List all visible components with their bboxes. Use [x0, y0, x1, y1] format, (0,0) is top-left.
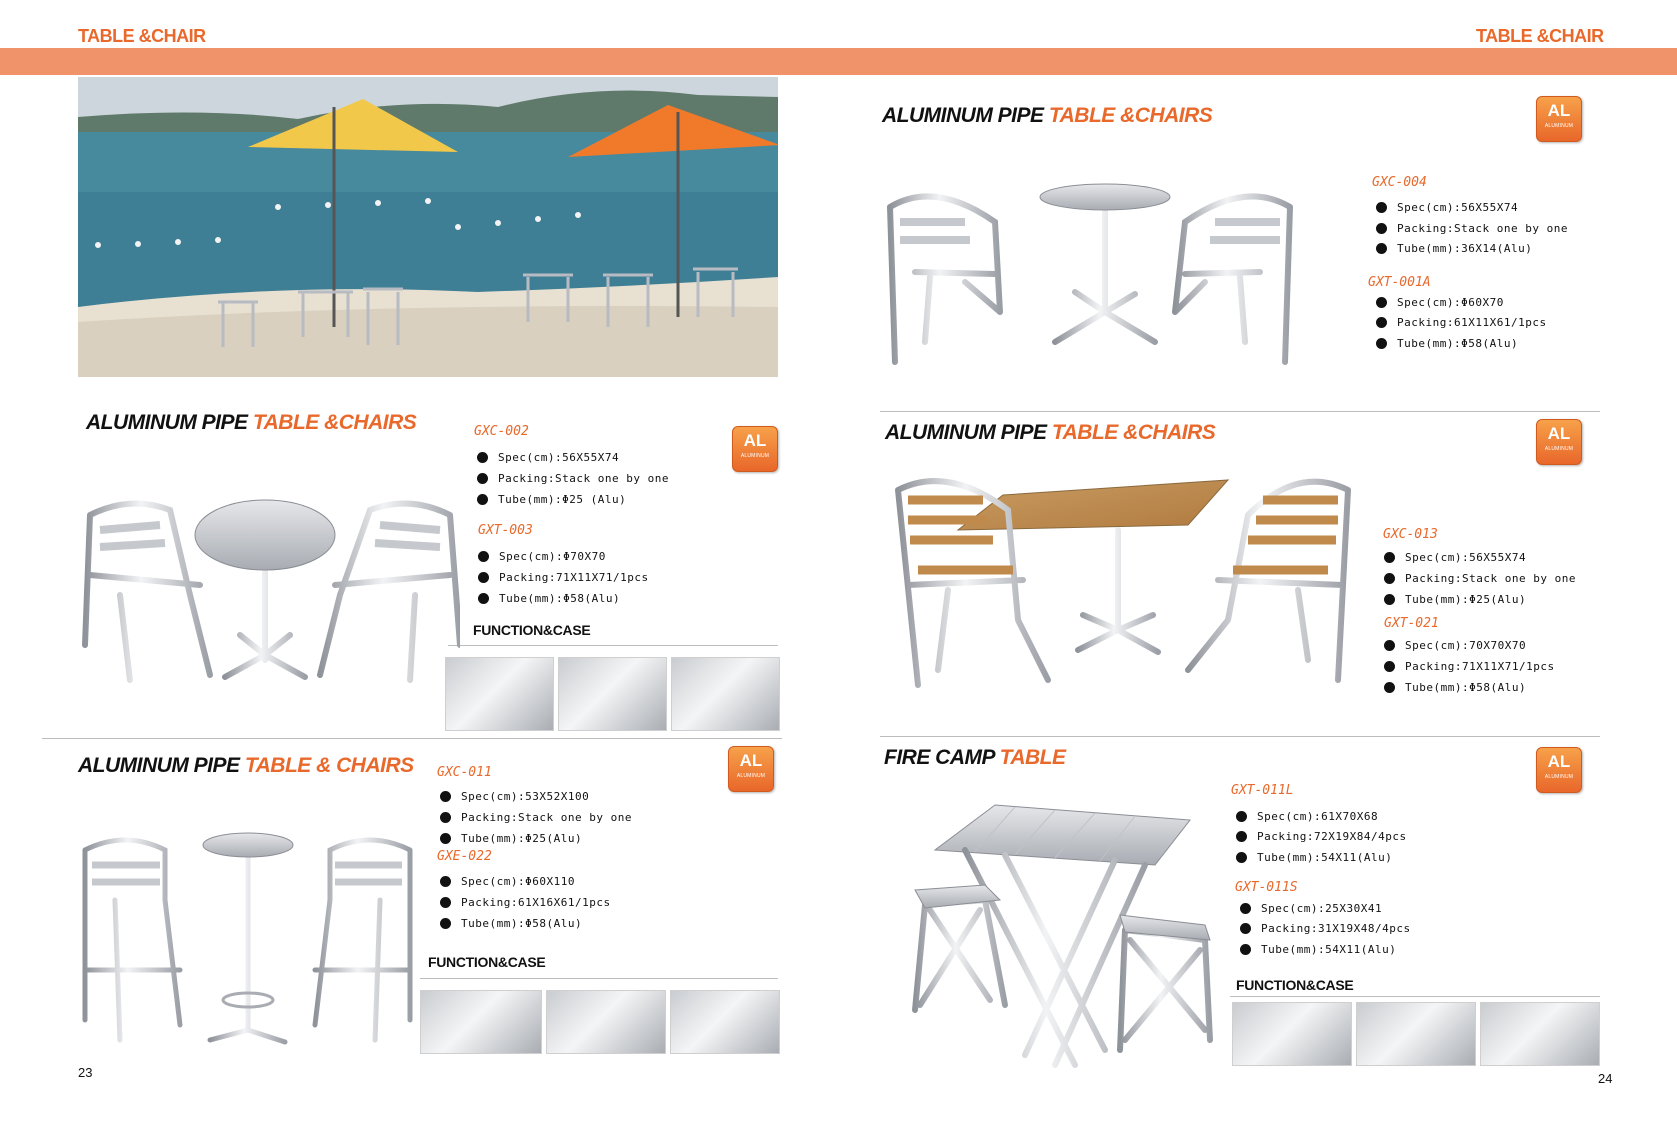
bullet-icon [1240, 923, 1251, 934]
bullet-icon [1376, 202, 1387, 213]
section1-title [86, 411, 416, 435]
spec-line: Spec(cm):56X55X74 [1384, 551, 1526, 564]
header-left-label: TABLE &CHAIR [78, 26, 206, 46]
function-photo [445, 657, 554, 731]
product-code: GXT-011S [1235, 880, 1298, 895]
function-case-label: FUNCTION&CASE [1236, 977, 1354, 993]
aluminum-badge-icon: AL ALUMINUM [1536, 419, 1582, 465]
bullet-icon [440, 791, 451, 802]
bullet-icon [1384, 594, 1395, 605]
bullet-icon [440, 876, 451, 887]
product-code: GXT-001A [1368, 275, 1431, 290]
function-case-label: FUNCTION&CASE [428, 954, 546, 970]
title-text: FIRE CAMP [884, 746, 1000, 769]
spec-line: Packing:Stack one by one [1384, 572, 1576, 585]
spec-line: Tube(mm):Φ58(Alu) [1376, 337, 1518, 350]
page-number-left: 23 [78, 1065, 93, 1080]
divider [448, 645, 778, 646]
section3-title [882, 104, 1212, 128]
spec-line: Tube(mm):Φ58(Alu) [1384, 681, 1526, 694]
product-code: GXE-022 [437, 849, 492, 864]
product-code: GXT-021 [1384, 616, 1439, 631]
bullet-icon [1240, 903, 1251, 914]
spec-line: Packing:31X19X48/4pcs [1240, 922, 1411, 935]
function-photo [670, 990, 780, 1054]
spec-line: Packing:72X19X84/4pcs [1236, 830, 1407, 843]
title-text: ALUMINUM PIPE [78, 754, 245, 777]
bullet-icon [477, 452, 488, 463]
spec-line: Spec(cm):61X70X68 [1236, 810, 1378, 823]
aluminum-badge-icon: AL ALUMINUM [732, 426, 778, 472]
bullet-icon [477, 473, 488, 484]
spec-line: Spec(cm):70X70X70 [1384, 639, 1526, 652]
bullet-icon [478, 572, 489, 583]
product-image-camp-table [905, 800, 1225, 1075]
function-case-label: FUNCTION&CASE [473, 622, 591, 638]
section2-title [78, 754, 414, 778]
bullet-icon [1384, 661, 1395, 672]
title-accent-text: TABLE [999, 746, 1066, 769]
product-code: GXT-011L [1231, 783, 1294, 798]
divider [420, 978, 778, 979]
divider [880, 411, 1600, 412]
section5-title [884, 746, 1066, 770]
product-image-table-chairs [80, 495, 460, 695]
spec-line: Packing:Stack one by one [477, 472, 669, 485]
spec-line: Packing:61X11X61/1pcs [1376, 316, 1547, 329]
bullet-icon [1384, 682, 1395, 693]
function-photo [420, 990, 542, 1054]
function-photo [558, 657, 667, 731]
title-accent-text: TABLE & CHAIRS [244, 754, 414, 777]
function-photo [671, 657, 780, 731]
spec-line: Tube(mm):36X14(Alu) [1376, 242, 1532, 255]
bullet-icon [1376, 223, 1387, 234]
bullet-icon [1240, 944, 1251, 955]
product-image-teak-set [888, 470, 1358, 700]
function-photo [1232, 1002, 1352, 1066]
title-accent-text: TABLE &CHAIRS [252, 411, 417, 434]
function-photo [1480, 1002, 1600, 1066]
header-right-label: TABLE &CHAIR [1476, 26, 1604, 46]
spec-line: Spec(cm):Φ70X70 [478, 550, 606, 563]
spec-line: Tube(mm):Φ58(Alu) [440, 917, 582, 930]
bullet-icon [440, 833, 451, 844]
product-code: GXC-004 [1372, 175, 1427, 190]
beach-photo [78, 77, 778, 377]
bullet-icon [1376, 297, 1387, 308]
spec-line: Tube(mm):Φ25 (Alu) [477, 493, 626, 506]
bullet-icon [440, 918, 451, 929]
bullet-icon [440, 897, 451, 908]
product-image-table-chairs [885, 182, 1295, 372]
spec-line: Spec(cm):56X55X74 [477, 451, 619, 464]
divider [1230, 996, 1600, 997]
product-code: GXC-002 [474, 424, 529, 439]
section4-title [885, 421, 1215, 445]
product-code: GXC-011 [437, 765, 492, 780]
bullet-icon [477, 494, 488, 505]
spec-line: Spec(cm):56X55X74 [1376, 201, 1518, 214]
bullet-icon [1376, 243, 1387, 254]
aluminum-badge-icon: AL ALUMINUM [1536, 747, 1582, 793]
spec-line: Spec(cm):25X30X41 [1240, 902, 1382, 915]
spec-line: Spec(cm):Φ60X110 [440, 875, 575, 888]
bullet-icon [1384, 640, 1395, 651]
bullet-icon [1236, 852, 1247, 863]
header-band [0, 48, 1677, 75]
bullet-icon [1376, 317, 1387, 328]
spec-line: Spec(cm):53X52X100 [440, 790, 589, 803]
page-number-right: 24 [1598, 1071, 1613, 1086]
aluminum-badge-icon: AL ALUMINUM [728, 746, 774, 792]
spec-line: Packing:71X11X71/1pcs [478, 571, 649, 584]
function-photo [1356, 1002, 1476, 1066]
bullet-icon [1236, 831, 1247, 842]
title-text: ALUMINUM PIPE [86, 411, 253, 434]
spec-line: Spec(cm):Φ60X70 [1376, 296, 1504, 309]
bullet-icon [1384, 573, 1395, 584]
bullet-icon [440, 812, 451, 823]
aluminum-badge-icon: AL ALUMINUM [1536, 96, 1582, 142]
spec-line: Packing:61X16X61/1pcs [440, 896, 611, 909]
title-accent-text: TABLE &CHAIRS [1051, 421, 1216, 444]
divider [42, 738, 782, 739]
product-code: GXT-003 [478, 523, 533, 538]
bullet-icon [1236, 811, 1247, 822]
function-photo [546, 990, 666, 1054]
bullet-icon [1384, 552, 1395, 563]
title-accent-text: TABLE &CHAIRS [1048, 104, 1213, 127]
bullet-icon [1376, 338, 1387, 349]
spec-line: Tube(mm):Φ25(Alu) [1384, 593, 1526, 606]
title-text: ALUMINUM PIPE [885, 421, 1052, 444]
spec-line: Tube(mm):54X11(Alu) [1236, 851, 1392, 864]
spec-line: Packing:Stack one by one [440, 811, 632, 824]
title-text: ALUMINUM PIPE [882, 104, 1049, 127]
spec-line: Tube(mm):54X11(Alu) [1240, 943, 1396, 956]
bullet-icon [478, 593, 489, 604]
divider [880, 736, 1600, 737]
product-code: GXC-013 [1383, 527, 1438, 542]
bullet-icon [478, 551, 489, 562]
spec-line: Tube(mm):Φ58(Alu) [478, 592, 620, 605]
product-image-bar-set [80, 830, 420, 1050]
spec-line: Tube(mm):Φ25(Alu) [440, 832, 582, 845]
spec-line: Packing:71X11X71/1pcs [1384, 660, 1555, 673]
spec-line: Packing:Stack one by one [1376, 222, 1568, 235]
